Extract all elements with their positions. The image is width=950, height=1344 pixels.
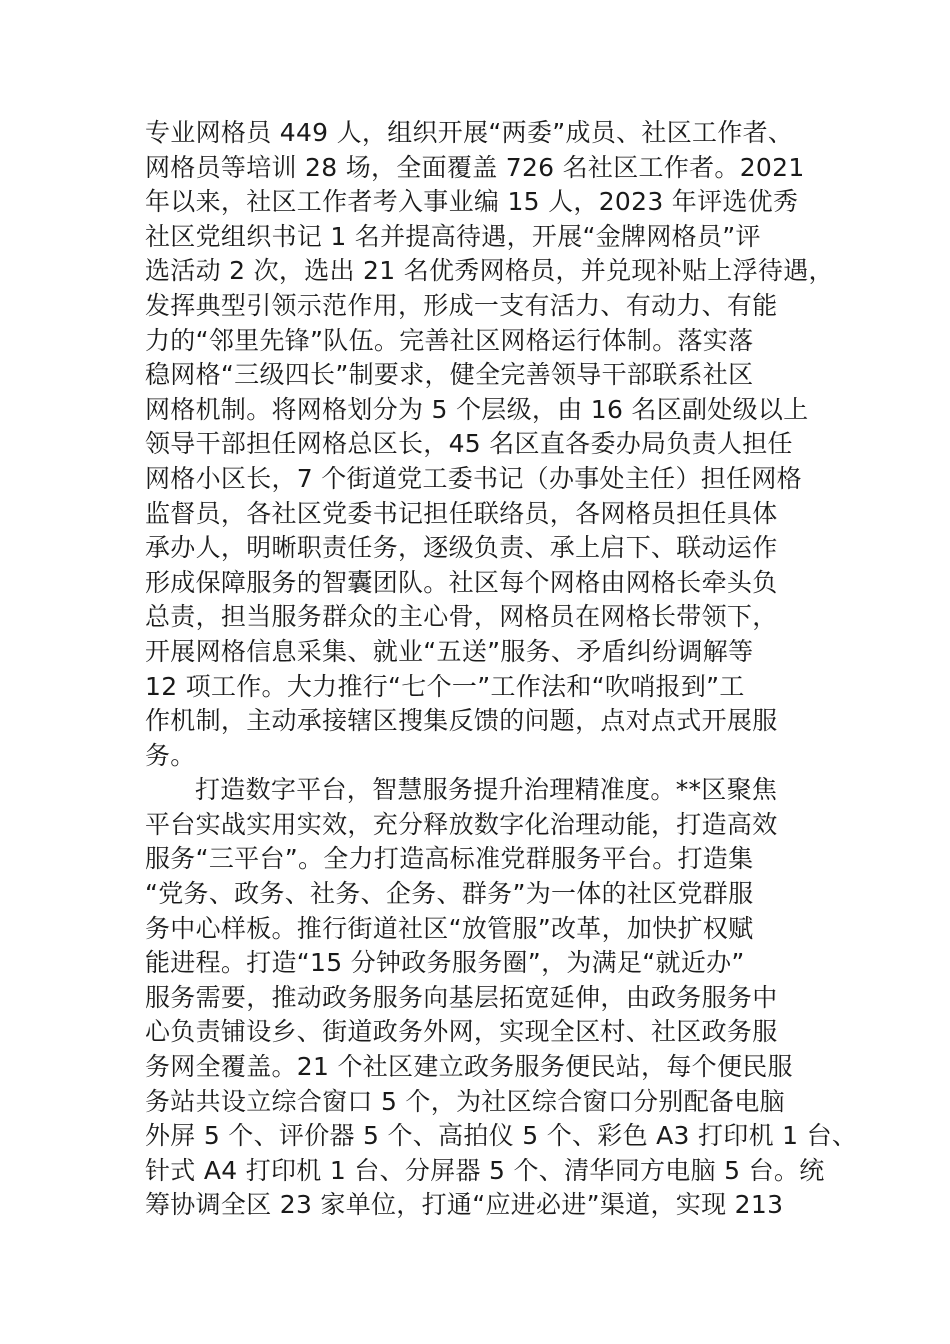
text-line: 针式 A4 打印机 1 台、分屏器 5 个、清华同方电脑 5 台。统 bbox=[145, 1155, 825, 1185]
text-line: 平台实战实用实效，充分释放数字化治理动能，打造高效 bbox=[145, 809, 778, 839]
text-line: 能进程。打造“15 分钟政务服务圈”，为满足“就近办” bbox=[145, 948, 745, 978]
text-line: 领导干部担任网格总区长，45 名区直各委办局负责人担任 bbox=[145, 429, 793, 459]
text-line: 专业网格员 449 人，组织开展“两委”成员、社区工作者、 bbox=[145, 118, 794, 147]
text-line: 服务“三平台”。全力打造高标准党群服务平台。打造集 bbox=[145, 844, 754, 874]
text-line: 力的“邻里先锋”队伍。完善社区网格运行体制。落实落 bbox=[145, 325, 754, 355]
text-line: 筹协调全区 23 家单位，打通“应进必进”渠道，实现 213 bbox=[145, 1190, 784, 1220]
text-line: 外屏 5 个、评价器 5 个、高拍仪 5 个、彩色 A3 打印机 1 台、 bbox=[145, 1121, 858, 1151]
text-line: 务站共设立综合窗口 5 个，为社区综合窗口分别配备电脑 bbox=[145, 1086, 785, 1116]
text-line: 总责，担当服务群众的主心骨，网格员在网格长带领下， bbox=[145, 602, 778, 632]
text-line: 承办人，明晰职责任务，逐级负责、承上启下、联动运作 bbox=[145, 533, 778, 563]
text-line: 社区党组织书记 1 名并提高待遇，开展“金牌网格员”评 bbox=[145, 221, 761, 251]
paragraph-first-line: 打造数字平台，智慧服务提升治理精准度。**区聚焦 bbox=[195, 775, 778, 805]
text-line: 务网全覆盖。21 个社区建立政务服务便民站，每个便民服 bbox=[145, 1052, 793, 1082]
text-line: 服务需要，推动政务服务向基层拓宽延伸，由政务服务中 bbox=[145, 982, 778, 1012]
text-line: 心负责铺设乡、街道政务外网，实现全区村、社区政务服 bbox=[145, 1017, 778, 1047]
text-line: 网格小区长，7 个街道党工委书记（办事处主任）担任网格 bbox=[145, 463, 802, 493]
text-line: 稳网格“三级四长”制要求，健全完善领导干部联系社区 bbox=[145, 360, 754, 390]
text-line: 网格员等培训 28 场，全面覆盖 726 名社区工作者。2021 bbox=[145, 152, 805, 182]
text-line: 形成保障服务的智囊团队。社区每个网格由网格长牵头负 bbox=[145, 567, 778, 597]
text-line: 务中心样板。推行街道社区“放管服”改革，加快扩权赋 bbox=[145, 913, 754, 943]
text-line: 发挥典型引领示范作用，形成一支有活力、有动力、有能 bbox=[145, 290, 778, 320]
text-line: 监督员，各社区党委书记担任联络员，各网格员担任具体 bbox=[145, 498, 778, 528]
text-line: 年以来，社区工作者考入事业编 15 人，2023 年评选优秀 bbox=[145, 187, 799, 217]
text-line: “党务、政务、社务、企务、群务”为一体的社区党群服 bbox=[145, 879, 754, 909]
body-text bbox=[145, 116, 858, 1223]
text-line: 开展网格信息采集、就业“五送”服务、矛盾纠纷调解等 bbox=[145, 636, 754, 666]
text-line: 12 项工作。大力推行“七个一”工作法和“吹哨报到”工 bbox=[145, 671, 745, 701]
text-line: 务。 bbox=[145, 740, 196, 770]
text-line: 作机制，主动承接辖区搜集反馈的问题，点对点式开展服 bbox=[145, 706, 778, 736]
text-line: 网格机制。将网格划分为 5 个层级，由 16 名区副处级以上 bbox=[145, 394, 809, 424]
text-line: 选活动 2 次，选出 21 名优秀网格员，并兑现补贴上浮待遇， bbox=[145, 256, 834, 286]
